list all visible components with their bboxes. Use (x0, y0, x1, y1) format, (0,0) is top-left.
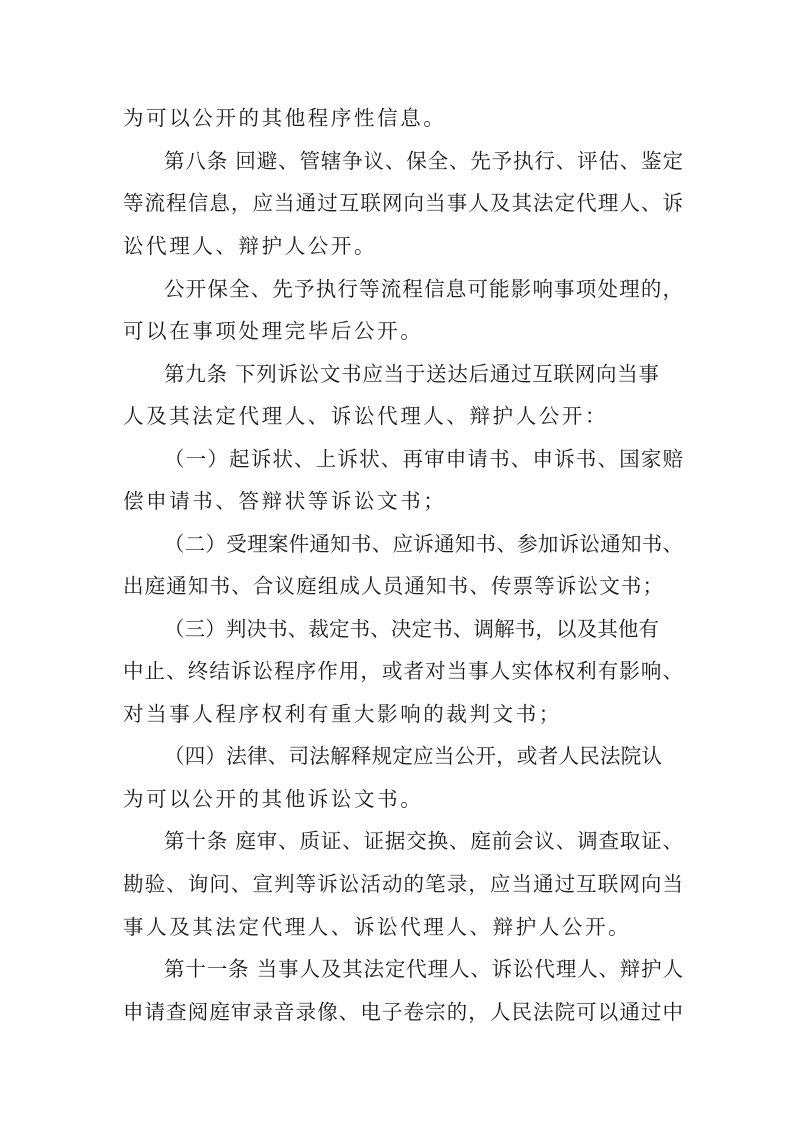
text-line: 勘验、询问、宣判等诉讼活动的笔录，应当通过互联网向当 (123, 872, 683, 896)
article-11-heading-line: 第十一条 当事人及其法定代理人、诉讼代理人、辩护人 (164, 957, 683, 981)
list-item-3-line: （三）判决书、裁定书、决定书、调解书，以及其他有 (164, 617, 659, 641)
article-9-heading-line: 第九条 下列诉讼文书应当于送达后通过互联网向当事 (164, 362, 659, 386)
list-item-1-line: （一）起诉状、上诉状、再审申请书、申诉书、国家赔 (164, 447, 683, 471)
text-line: 为可以公开的其他程序性信息。 (123, 106, 447, 130)
list-item-2-line: （二）受理案件通知书、应诉通知书、参加诉讼通知书、 (164, 532, 683, 556)
text-line: 出庭通知书、合议庭组成人员通知书、传票等诉讼文书； (123, 574, 663, 598)
text-line: 人及其法定代理人、诉讼代理人、辩护人公开： (123, 404, 609, 428)
text-line: 对当事人程序权利有重大影响的裁判文书； (123, 702, 562, 726)
list-item-4-line: （四）法律、司法解释规定应当公开，或者人民法院认 (164, 744, 662, 768)
paragraph-start-line: 公开保全、先予执行等流程信息可能影响事项处理的， (164, 277, 683, 301)
text-line: 为可以公开的其他诉讼文书。 (123, 787, 424, 811)
text-line: 事人及其法定代理人、诉讼代理人、辩护人公开。 (123, 915, 632, 939)
article-8-heading-line: 第八条 回避、管辖争议、保全、先予执行、评估、鉴定 (164, 149, 683, 173)
text-line: 中止、终结诉讼程序作用，或者对当事人实体权利有影响、 (123, 659, 683, 683)
text-line: 等流程信息，应当通过互联网向当事人及其法定代理人、诉 (123, 191, 683, 215)
text-line: 申请查阅庭审录音录像、电子卷宗的，人民法院可以通过中 (123, 1000, 683, 1024)
text-line: 偿申请书、答辩状等诉讼文书； (123, 489, 447, 513)
article-10-heading-line: 第十条 庭审、质证、证据交换、庭前会议、调查取证、 (164, 829, 683, 853)
text-line: 可以在事项处理完毕后公开。 (123, 319, 424, 343)
text-line: 讼代理人、辩护人公开。 (123, 234, 378, 258)
